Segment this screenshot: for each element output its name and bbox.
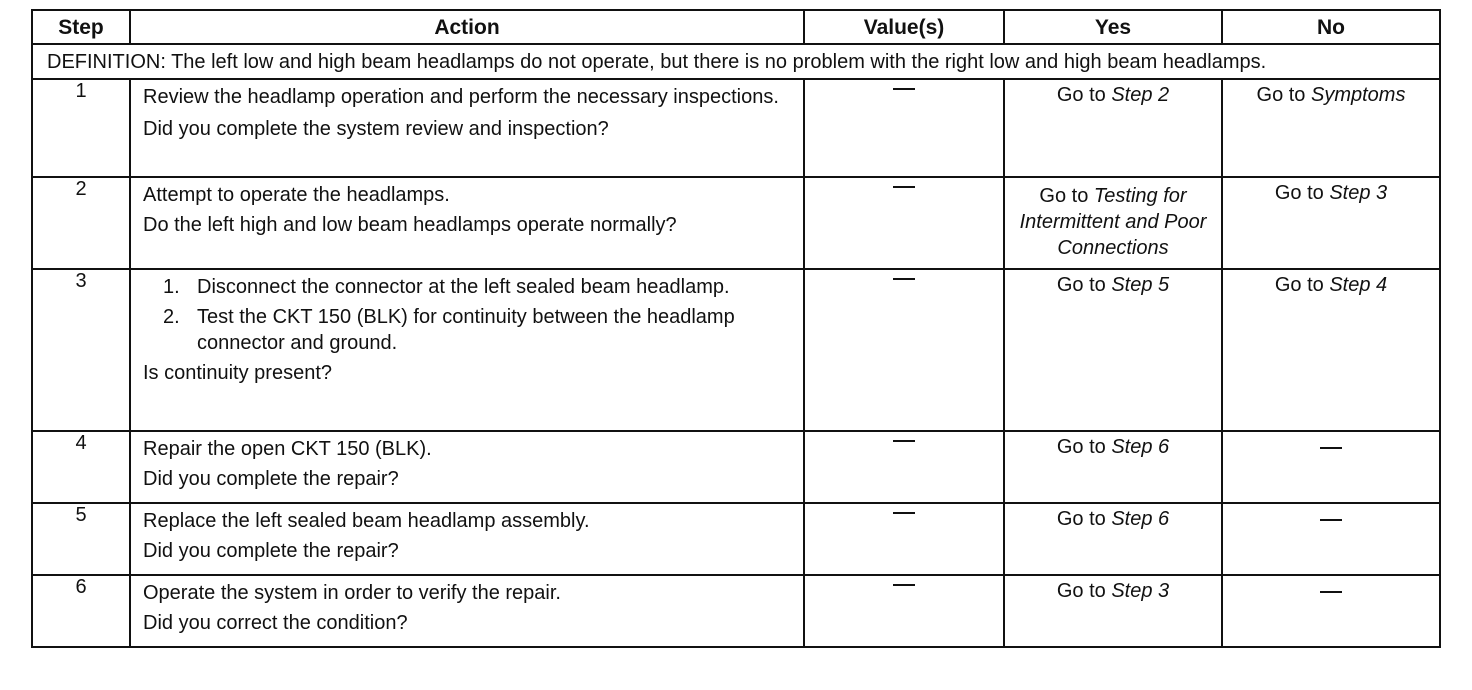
header-no: No [1222, 10, 1440, 44]
value-cell [804, 431, 1004, 503]
action-text: Repair the open CKT 150 (BLK). [143, 438, 432, 460]
value-cell [804, 269, 1004, 431]
step-number: 3 [32, 269, 130, 431]
action-cell [130, 79, 804, 177]
table-row [32, 79, 1440, 177]
header-row [32, 10, 1440, 44]
no-link[interactable]: Step 3 [1329, 182, 1388, 204]
yes-link[interactable]: Step 6 [1111, 436, 1170, 458]
header-values: Value(s) [804, 10, 1004, 44]
yes-cell: Go to Testing for Intermittent and Poor Connections [1004, 177, 1222, 269]
step-number: 1 [32, 79, 130, 177]
dash-mark [893, 278, 915, 280]
dash-mark [1320, 519, 1342, 521]
yes-link[interactable]: Testing for Intermittent and Poor Connections [1019, 185, 1207, 259]
yes-link[interactable]: Step 3 [1111, 580, 1170, 602]
action-text: Operate the system in order to verify the repair. [143, 582, 561, 604]
dash-mark [893, 512, 915, 514]
question-text: Is continuity present? [143, 362, 332, 384]
no-link[interactable]: Step 4 [1329, 274, 1388, 296]
action-cell [130, 575, 804, 647]
dash-mark [893, 584, 915, 586]
yes-cell: Go to Step 3 [1004, 575, 1222, 647]
no-cell [1222, 431, 1440, 503]
dash-mark [893, 186, 915, 188]
yes-link[interactable]: Step 5 [1111, 274, 1170, 296]
action-cell [130, 269, 804, 431]
dash-mark [1320, 591, 1342, 593]
table-row [32, 431, 1440, 503]
step-number: 5 [32, 503, 130, 575]
diagnostic-table [31, 9, 1441, 648]
step-number: 2 [32, 177, 130, 269]
question-text: Did you complete the system review and inspection? [143, 118, 609, 140]
value-cell [804, 503, 1004, 575]
action-text: Replace the left sealed beam headlamp assembly. [143, 510, 590, 532]
yes-link[interactable]: Step 6 [1111, 508, 1170, 530]
definition-text: DEFINITION: The left low and high beam headlamps do not operate, but there is no problem with the right low and high beam headlamps. [32, 44, 1440, 79]
value-cell [804, 79, 1004, 177]
header-action: Action [130, 10, 804, 44]
action-list [143, 274, 789, 356]
question-text: Did you correct the condition? [143, 612, 408, 634]
header-yes: Yes [1004, 10, 1222, 44]
step-number: 6 [32, 575, 130, 647]
yes-cell: Go to Step 2 [1004, 79, 1222, 177]
list-item: 1. Disconnect the connector at the left sealed beam headlamp. [163, 276, 730, 298]
header-step: Step [32, 10, 130, 44]
value-cell [804, 177, 1004, 269]
action-cell [130, 431, 804, 503]
action-text: Review the headlamp operation and perform the necessary inspections. [143, 86, 779, 108]
list-item: 2. Test the CKT 150 (BLK) for continuity between the headlamp connector and ground. [163, 306, 735, 354]
definition-row [32, 44, 1440, 79]
action-text: Attempt to operate the headlamps. [143, 184, 450, 206]
action-cell [130, 503, 804, 575]
step-number: 4 [32, 431, 130, 503]
value-cell [804, 575, 1004, 647]
no-cell: Go to Step 3 [1222, 177, 1440, 269]
dash-mark [1320, 447, 1342, 449]
yes-link[interactable]: Step 2 [1111, 84, 1170, 106]
no-cell [1222, 503, 1440, 575]
no-link[interactable]: Symptoms [1311, 84, 1406, 106]
table-row [32, 177, 1440, 269]
no-cell: Go to Symptoms [1222, 79, 1440, 177]
table-row [32, 575, 1440, 647]
table-row [32, 503, 1440, 575]
no-cell [1222, 575, 1440, 647]
dash-mark [893, 440, 915, 442]
table-row [32, 269, 1440, 431]
question-text: Did you complete the repair? [143, 540, 399, 562]
question-text: Do the left high and low beam headlamps operate normally? [143, 214, 677, 236]
yes-cell: Go to Step 6 [1004, 503, 1222, 575]
action-cell [130, 177, 804, 269]
dash-mark [893, 88, 915, 90]
no-cell: Go to Step 4 [1222, 269, 1440, 431]
yes-cell: Go to Step 5 [1004, 269, 1222, 431]
yes-cell: Go to Step 6 [1004, 431, 1222, 503]
question-text: Did you complete the repair? [143, 468, 399, 490]
